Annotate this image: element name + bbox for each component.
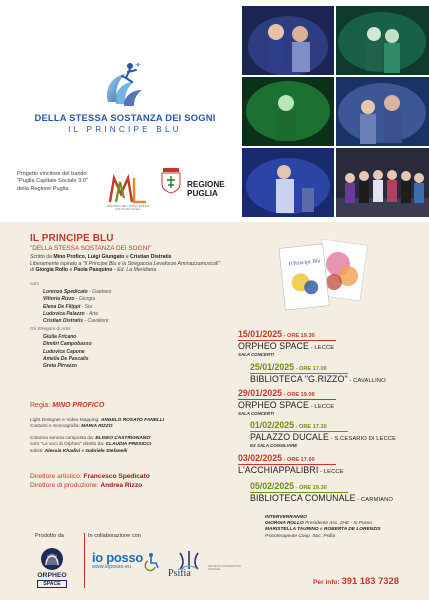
speaker-name: ROBERTA DE LORENZIS — [323, 527, 381, 533]
speaker-role: Psicoterapeute Coop. Soc. Psifia — [265, 533, 336, 539]
tech-label: Light Designer e Video Mapping: — [30, 418, 101, 423]
contact-phone[interactable]: 391 183 7328 — [341, 575, 399, 586]
ioposso-url[interactable]: www.ioposso.eu — [92, 564, 131, 570]
cast-role: - Sia — [80, 303, 92, 310]
orpheo-sub: SPACE — [37, 580, 67, 588]
venue-name: ORPHEO SPACE — [238, 400, 309, 410]
date-item — [238, 329, 315, 339]
witches-label: Gli Stregoni di Arte: — [30, 326, 72, 332]
speakers-label: INTERVERRANNO — [265, 515, 307, 520]
cast-name: Elena De Filippi — [43, 303, 81, 310]
credit-text: e — [68, 267, 74, 274]
psifia-name: Psifia — [168, 568, 191, 579]
event-time: - ORE 19.00 — [282, 392, 315, 398]
event-date: 29/01/2025 — [238, 388, 283, 398]
event-time: - ORE 19.30 — [294, 485, 327, 491]
speaker-role: Presidente Ass. 2HE - Io Posso — [303, 521, 373, 527]
psifia-logo-icon — [170, 549, 208, 585]
venue-name: ORPHEO SPACE — [238, 341, 309, 351]
event-date: 15/01/2025 — [238, 329, 283, 339]
event-date: 01/02/2025 — [250, 420, 295, 430]
header-title: DELLA STESSA SOSTANZA DEI SOGNI — [34, 112, 216, 123]
cast-role: - Giorgia — [74, 296, 96, 303]
event-venue — [250, 493, 393, 503]
tech-label: Costumi e Scenografia: — [30, 424, 82, 430]
cast-label: con: — [30, 281, 40, 287]
event-time: - ORE 17.00 — [294, 366, 327, 372]
ioposso-logo — [92, 550, 143, 570]
tech-name: Gabriele Stefanelli — [85, 448, 128, 454]
venue-city: - LECCE — [308, 404, 335, 410]
region-label — [187, 180, 225, 198]
credit-authors: Cristian Distratis — [130, 254, 172, 260]
credit-text: - Ed. La Meridiana — [112, 267, 157, 274]
venue-name: BIBLIOTECA COMUNALE — [250, 493, 356, 503]
credit-authors: Paola Pasquino — [73, 267, 113, 274]
event-date: 03/02/2025 — [238, 453, 283, 463]
cast-row — [30, 356, 270, 363]
book-title: Il Principe Blu — [288, 258, 321, 268]
directors-credits — [30, 473, 150, 490]
date-item — [238, 388, 315, 398]
ioposso-name: io posso — [92, 550, 144, 565]
cast-name: Vittoria Rizzo — [43, 296, 75, 303]
stage-photo — [336, 6, 429, 75]
date-item — [250, 481, 327, 491]
collab-label: In collaborazione con — [88, 533, 141, 539]
stage-photo — [242, 148, 334, 217]
director-label: Direttore di produzione: — [30, 481, 101, 489]
orpheo-name: ORPHEO — [37, 572, 67, 579]
venue-city: - S.CESARIO DI LECCE — [328, 436, 397, 442]
footer-divider — [84, 533, 85, 588]
speaker-text: e — [318, 527, 324, 533]
venue-city: - LECCE — [318, 469, 344, 475]
speakers-note — [265, 515, 415, 540]
event-date: 05/02/2025 — [250, 481, 295, 491]
ministry-caption: MINISTERO DEL LAVORO E DELLE POLITICHE SOCIALI — [106, 205, 150, 211]
venue-name: BIBLIOTECA "G.RIZZO" — [250, 374, 348, 384]
tech-name: ANGELO ROSATO FANELLI — [100, 418, 165, 423]
produced-by-label: Prodotto da — [35, 533, 64, 539]
event-venue — [250, 374, 386, 384]
cast-name: Greta Pirrazzo — [43, 363, 77, 370]
region-line: REGIONE — [187, 180, 225, 189]
tech-name: MARIA RIZZO — [81, 424, 113, 430]
psifia-tagline: SOCIETÀ COOPERATIVA SOCIALE — [208, 564, 241, 572]
tech-name: Alessia Khadivi — [44, 448, 81, 454]
tech-label: solisti: — [30, 448, 45, 454]
cast-row — [30, 318, 270, 325]
project-note — [17, 171, 113, 193]
show-credits — [30, 254, 270, 274]
cast-name: Ludovica Capone — [43, 348, 85, 355]
tech-name: ELISEO CASTRIGNANO' — [95, 435, 152, 441]
cast-name: Lorenzo Spedicato — [43, 288, 88, 295]
cast-row — [30, 296, 270, 303]
direction-credit — [30, 402, 104, 409]
date-item — [238, 453, 315, 463]
tech-label: Colonna sonora composta da: — [30, 435, 96, 441]
credit-text: Scritto da — [30, 254, 54, 260]
cast-row — [30, 334, 270, 341]
project-line: Progetto vincitore del bando — [17, 171, 87, 177]
book-cover-image — [278, 236, 368, 314]
cast-name: Ludovica Palazzo — [43, 311, 85, 317]
stage-photo — [242, 77, 334, 146]
event-venue — [238, 465, 344, 475]
venue-note: SALA CONCERTI — [238, 352, 274, 357]
cast-role: - Gaetano — [87, 288, 112, 295]
venue-city: - CAVALLINO — [347, 378, 386, 384]
cast-role: - Cavaliere — [83, 318, 109, 325]
event-time: - ORE 17.00 — [282, 457, 315, 463]
event-time: - ORE 19.30 — [282, 333, 315, 339]
venue-note: SALA CONCERTI — [238, 411, 274, 416]
tech-name: CLAUDIA PRESICCI — [105, 442, 152, 448]
cast-row — [30, 304, 270, 311]
venue-note: EX SALA CONSILIARE — [250, 443, 298, 448]
venue-city: - LECCE — [308, 345, 335, 351]
header-subtitle: IL PRINCIPE BLU — [68, 125, 182, 134]
region-line: PUGLIA — [187, 189, 218, 199]
cast-name: Amelia De Pascalis — [43, 356, 89, 363]
region-emblem-icon — [160, 168, 182, 194]
credit-text: e — [124, 254, 131, 260]
cast-row — [30, 341, 270, 348]
credit-inspiration: Liberamente ispirato a "Il Principe Blu e la Stregaccia Levaforze Ammazzamuscoli" — [30, 260, 221, 267]
event-venue — [238, 341, 334, 351]
tech-label: coro "Le voci di Orpheo" diretto da: — [30, 442, 106, 448]
credit-authors: Giorgia Rollo — [35, 267, 69, 274]
show-details — [30, 233, 270, 371]
credit-authors: Mino Profico, Luigi Giungato — [53, 254, 125, 260]
director-name: Francesco Spedicato — [83, 473, 150, 480]
direction-label: Regia: — [30, 402, 53, 409]
tech-credits — [30, 418, 270, 455]
project-line: della Regione Puglia — [17, 185, 69, 192]
cast-row — [30, 311, 270, 318]
cast-list — [30, 289, 270, 326]
cast-row — [30, 363, 270, 370]
stage-photo — [242, 6, 334, 75]
speaker-name: GIORGIA ROLLO — [265, 521, 304, 527]
venue-name: PALAZZO DUCALE — [250, 432, 329, 442]
venue-city: - CARMIANO — [355, 497, 394, 503]
event-date: 25/01/2025 — [250, 362, 295, 372]
speaker-name: MARISTELLA TAURINO — [265, 527, 319, 533]
project-line: "Puglia Capitale Sociale 3.0" — [17, 178, 88, 185]
director-name: Andrea Rizzo — [100, 481, 143, 489]
date-item — [250, 362, 327, 372]
date-item — [250, 420, 327, 430]
contact-label: Per info: — [313, 579, 342, 586]
wheelchair-icon — [142, 552, 162, 572]
tech-label: e — [80, 448, 86, 454]
witches-list — [30, 334, 270, 371]
cast-row — [30, 289, 270, 296]
cast-row — [30, 349, 270, 356]
dreamer-logo-icon — [100, 58, 148, 110]
photo-grid — [242, 6, 429, 217]
venue-name: L'ACCHIAPPALIBRI — [238, 465, 319, 475]
show-title: IL PRINCIPE BLU — [30, 233, 114, 244]
stage-photo — [336, 77, 429, 146]
stage-photo — [336, 148, 429, 217]
event-venue — [250, 432, 396, 442]
cast-name: Cristian Distratis — [43, 318, 84, 325]
event-time: - ORE 17.30 — [294, 424, 327, 430]
director-label: Direttore artistico: — [30, 473, 84, 480]
credit-text: di — [30, 267, 36, 274]
event-venue — [238, 400, 334, 410]
contact-info — [313, 575, 399, 586]
director-name: MINO PROFICO — [52, 402, 105, 409]
cast-name: Dimitri Campobasso — [43, 341, 92, 348]
cast-name: Giulia Fricano — [43, 333, 77, 340]
cast-role: - Arte — [84, 311, 99, 317]
show-subtitle: "DELLA STESSA SOSTANZA DEI SOGNI" — [30, 245, 152, 252]
